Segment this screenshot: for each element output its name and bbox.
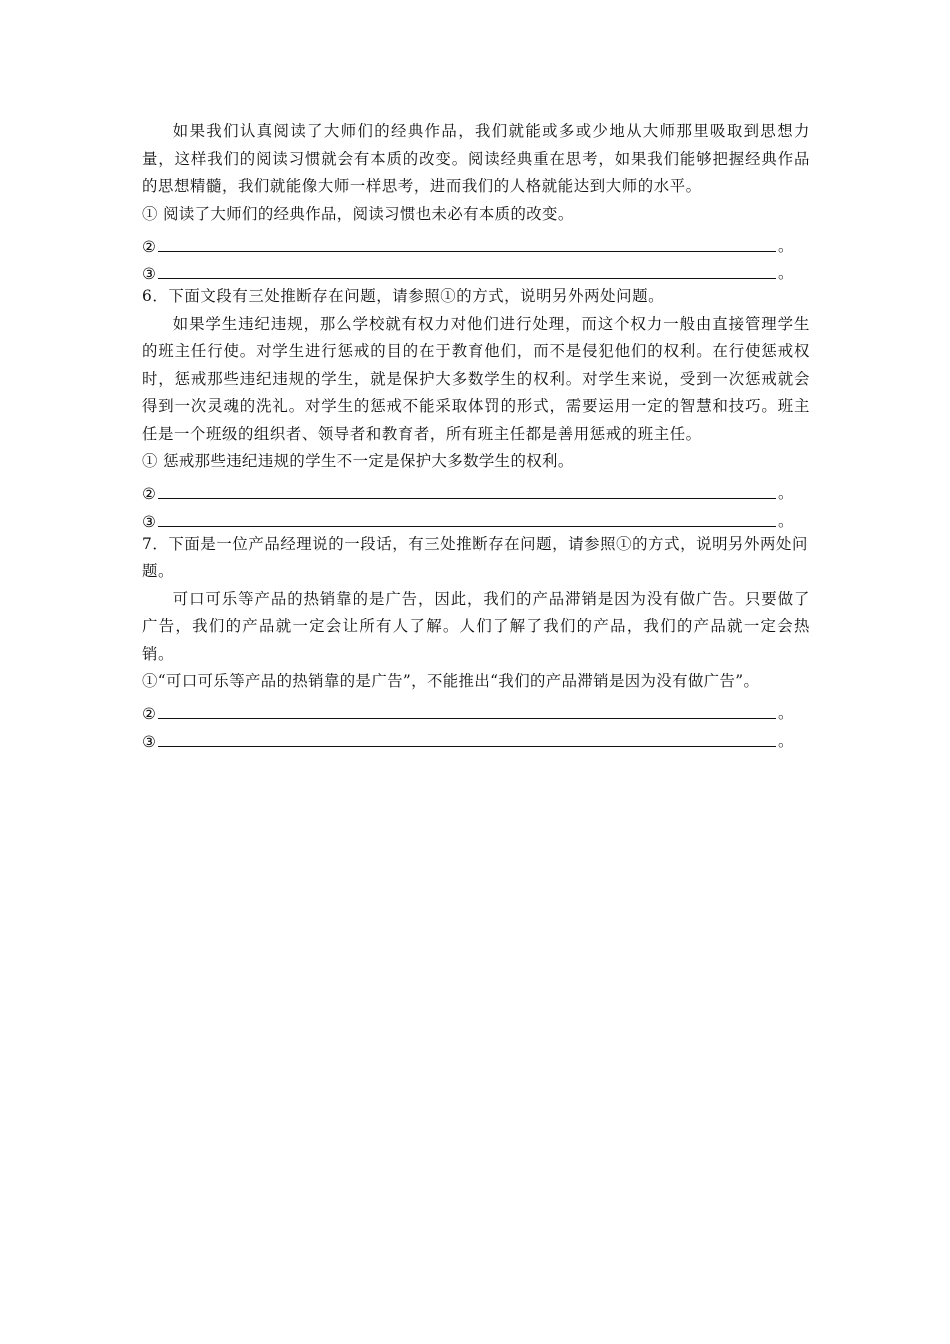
- answer-period: 。: [778, 511, 794, 530]
- answer-number: ②: [142, 705, 156, 723]
- answer-line-5-2[interactable]: [142, 228, 810, 256]
- passage-6: 如果学生违纪违规，那么学校就有权力对他们进行处理，而这个权力一般由直接管理学生的班主任行使。对学生进行惩戒的目的在于教育他们，而不是侵犯他们的权利。在行使惩戒权时，惩戒那些违纪违规的学生，就是保护大多数学生的权利。对学生来说，受到一次惩戒就会得到一次灵魂的洗礼。对学生的惩戒不能采取体罚的形式，需要运用一定的智慧和技巧。班主任是一个班级的组织者、领导者和教育者，所有班主任都是善用惩戒的班主任。: [142, 314, 810, 443]
- answer-line-6-3[interactable]: [142, 503, 810, 531]
- answer-blank[interactable]: [158, 727, 776, 747]
- answer-blank[interactable]: [158, 699, 776, 719]
- answer-number: ②: [142, 237, 156, 256]
- sample-answer-7: ①“可口可乐等产品的热销靠的是广告”，不能推出“我们的产品滞销是因为没有做广告”。: [142, 672, 760, 690]
- answer-number: ③: [142, 732, 156, 751]
- answer-blank[interactable]: [158, 259, 776, 279]
- answer-blank[interactable]: [158, 507, 776, 527]
- sample-answer-6: ① 惩戒那些违纪违规的学生不一定是保护大多数学生的权利。: [142, 452, 574, 470]
- answer-period: 。: [778, 236, 794, 255]
- section-5: [142, 118, 810, 283]
- answer-number: ③: [142, 265, 156, 283]
- answer-line-7-2[interactable]: [142, 696, 810, 724]
- section-6: [142, 283, 810, 531]
- answer-line-7-3[interactable]: [142, 723, 810, 751]
- question-6-title: 6．下面文段有三处推断存在问题，请参照①的方式，说明另外两处问题。: [142, 287, 665, 305]
- answer-period: 。: [778, 704, 794, 722]
- passage-5: 如果我们认真阅读了大师们的经典作品，我们就能或多或少地从大师那里吸取到思想力量，这样我们的阅读习惯就会有本质的改变。阅读经典重在思考，如果我们能够把握经典作品的思想精髓，我们就能像大师一样思考，进而我们的人格就能达到大师的水平。: [142, 122, 810, 195]
- answer-number: ③: [142, 512, 156, 531]
- answer-number: ②: [142, 485, 156, 503]
- passage-7: 可口可乐等产品的热销靠的是广告，因此，我们的产品滞销是因为没有做广告。只要做了广告，我们的产品就一定会让所有人了解。人们了解了我们的产品，我们的产品就一定会热销。: [142, 589, 810, 663]
- answer-period: 。: [778, 731, 794, 750]
- answer-line-6-2[interactable]: [142, 476, 810, 504]
- answer-blank[interactable]: [158, 479, 776, 499]
- answer-period: 。: [778, 264, 794, 282]
- section-7: [142, 531, 810, 751]
- sample-answer-5: ① 阅读了大师们的经典作品，阅读习惯也未必有本质的改变。: [142, 204, 574, 223]
- answer-blank[interactable]: [158, 232, 776, 252]
- question-7-title: 7．下面是一位产品经理说的一段话，有三处推断存在问题，请参照①的方式，说明另外两处问题。: [142, 534, 809, 580]
- answer-period: 。: [778, 484, 794, 502]
- answer-line-5-3[interactable]: [142, 256, 810, 284]
- document-page: [142, 118, 810, 751]
